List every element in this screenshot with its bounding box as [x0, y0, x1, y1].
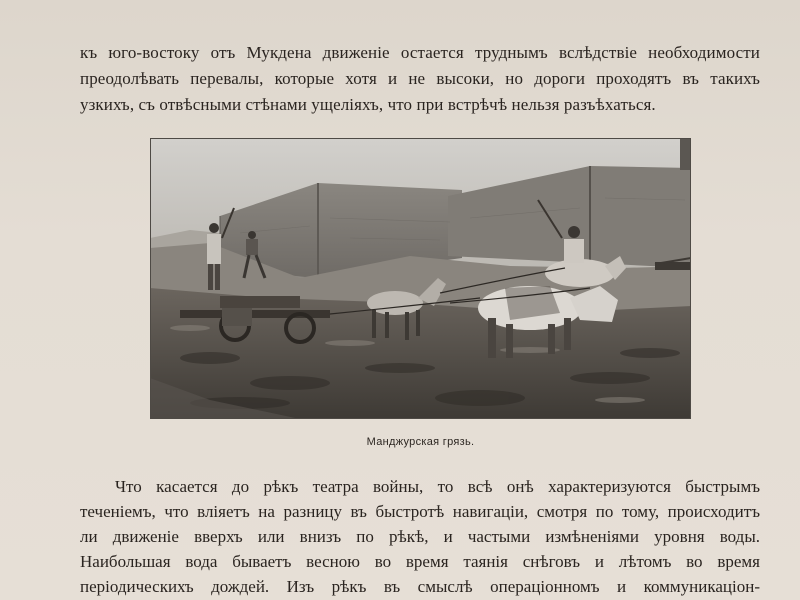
- text-line: Наибольшая вода бываетъ весною во время таянiя снѣговъ и лѣтомъ во время: [80, 552, 760, 571]
- text-line: къ юго-востоку отъ Мукдена движенiе остается труднымъ вслѣдствiе необходимости: [80, 43, 760, 62]
- manchurian-mud-photo: [150, 138, 691, 419]
- figure-caption: Манджурская грязь.: [366, 436, 475, 448]
- text-line: ли движенiе вверхъ или внизъ по рѣкѣ, и частыми измѣненiями уровня воды.: [80, 527, 760, 546]
- top-paragraph: [80, 40, 760, 118]
- text-line: преодолѣвать перевалы, которые хотя и не высоки, но дороги проходятъ въ такихъ: [80, 69, 760, 88]
- text-line: Что касается до рѣкъ театра войны, то всѣ онѣ характеризуются быстрымъ: [115, 477, 760, 496]
- photo-illustration: [150, 138, 691, 419]
- text-line: узкихъ, съ отвѣсными стѣнами ущелiяхъ, что при встрѣчѣ нельзя разъѣхаться.: [80, 95, 656, 114]
- text-line: теченiемъ, что влiяетъ на разницу въ быстротѣ навигацiи, смотря по тому, происходитъ: [80, 502, 760, 521]
- bottom-paragraph: [80, 474, 760, 599]
- text-line: перiодическихъ дождей. Изъ рѣкъ въ смыслѣ операцiонномъ и коммуникацiон-: [80, 577, 760, 596]
